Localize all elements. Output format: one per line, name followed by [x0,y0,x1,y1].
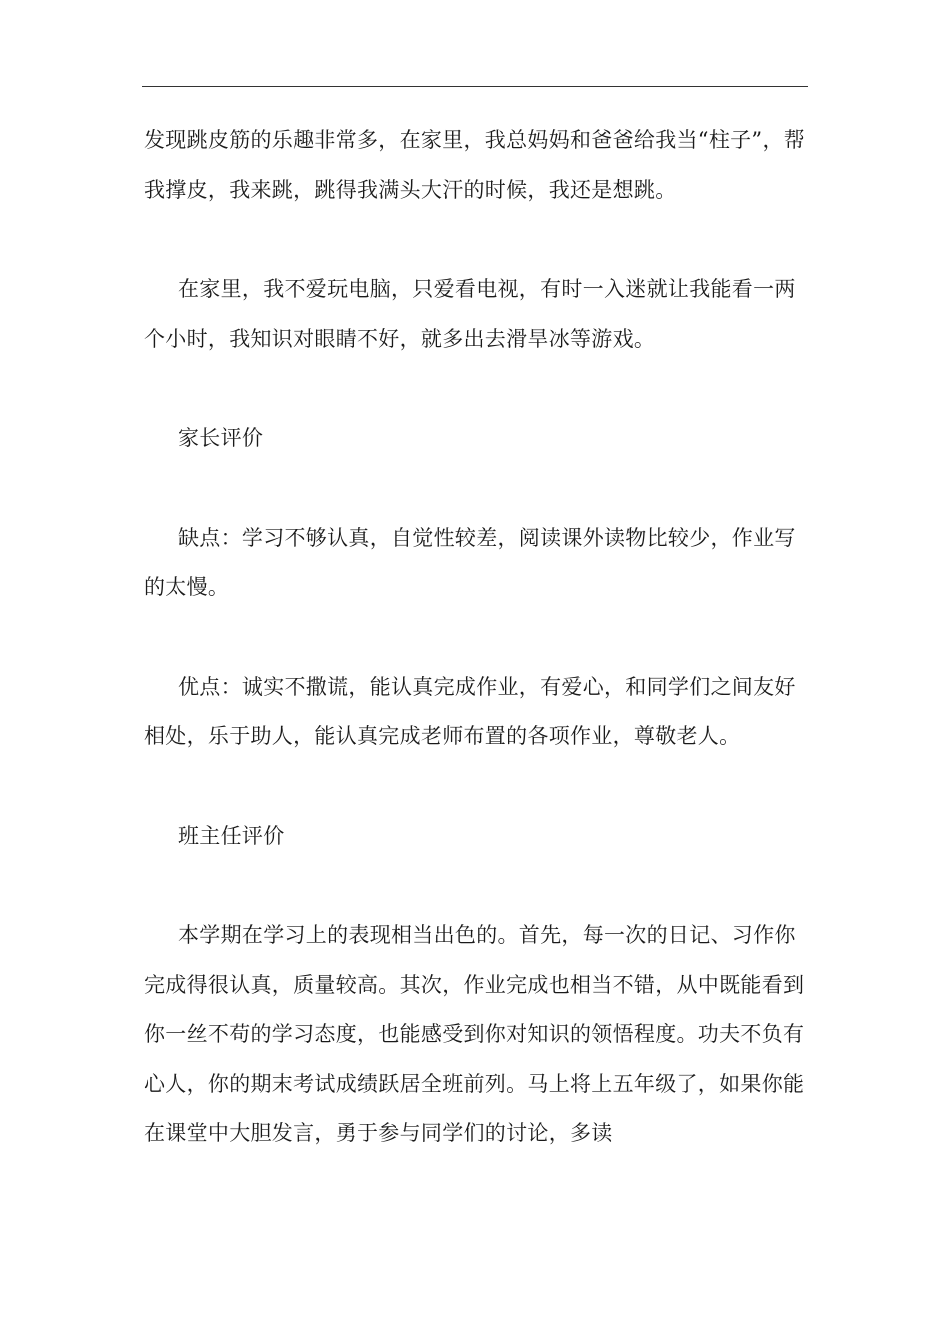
paragraph-jump-rope: 发现跳皮筋的乐趣非常多，在家里，我总妈妈和爸爸给我当“柱子”，帮我撑皮，我来跳，跳得我满头大汗的时候，我还是想跳。 [144,128,806,202]
paragraph-tv-habits: 在家里，我不爱玩电脑，只爱看电视，有时一入迷就让我能看一两个小时，我知识对眼睛不好，就多出去滑旱冰等游戏。 [144,277,796,351]
paragraph-parent-shortcomings: 缺点：学习不够认真，自觉性较差，阅读课外读物比较少，作业写的太慢。 [144,525,796,599]
header-rule [142,86,808,87]
section-heading-teacher-evaluation: 班主任评价 [178,823,285,848]
paragraph-parent-strengths: 优点：诚实不撒谎，能认真完成作业，有爱心，和同学们之间友好相处，乐于助人，能认真完成老师布置的各项作业，尊敬老人。 [144,674,796,748]
document-body [144,116,808,1159]
paragraph-teacher-comment: 本学期在学习上的表现相当出色的。首先，每一次的日记、习作你完成得很认真，质量较高。其次，作业完成也相当不错，从中既能看到你一丝不苟的学习态度，也能感受到你对知识的领悟程度。功夫不负有心人，你的期末考试成绩跃居全班前列。马上将上五年级了，如果你能在课堂中大胆发言，勇于参与同学们的讨论，多读 [144,923,805,1145]
section-heading-parent-evaluation: 家长评价 [178,426,264,450]
